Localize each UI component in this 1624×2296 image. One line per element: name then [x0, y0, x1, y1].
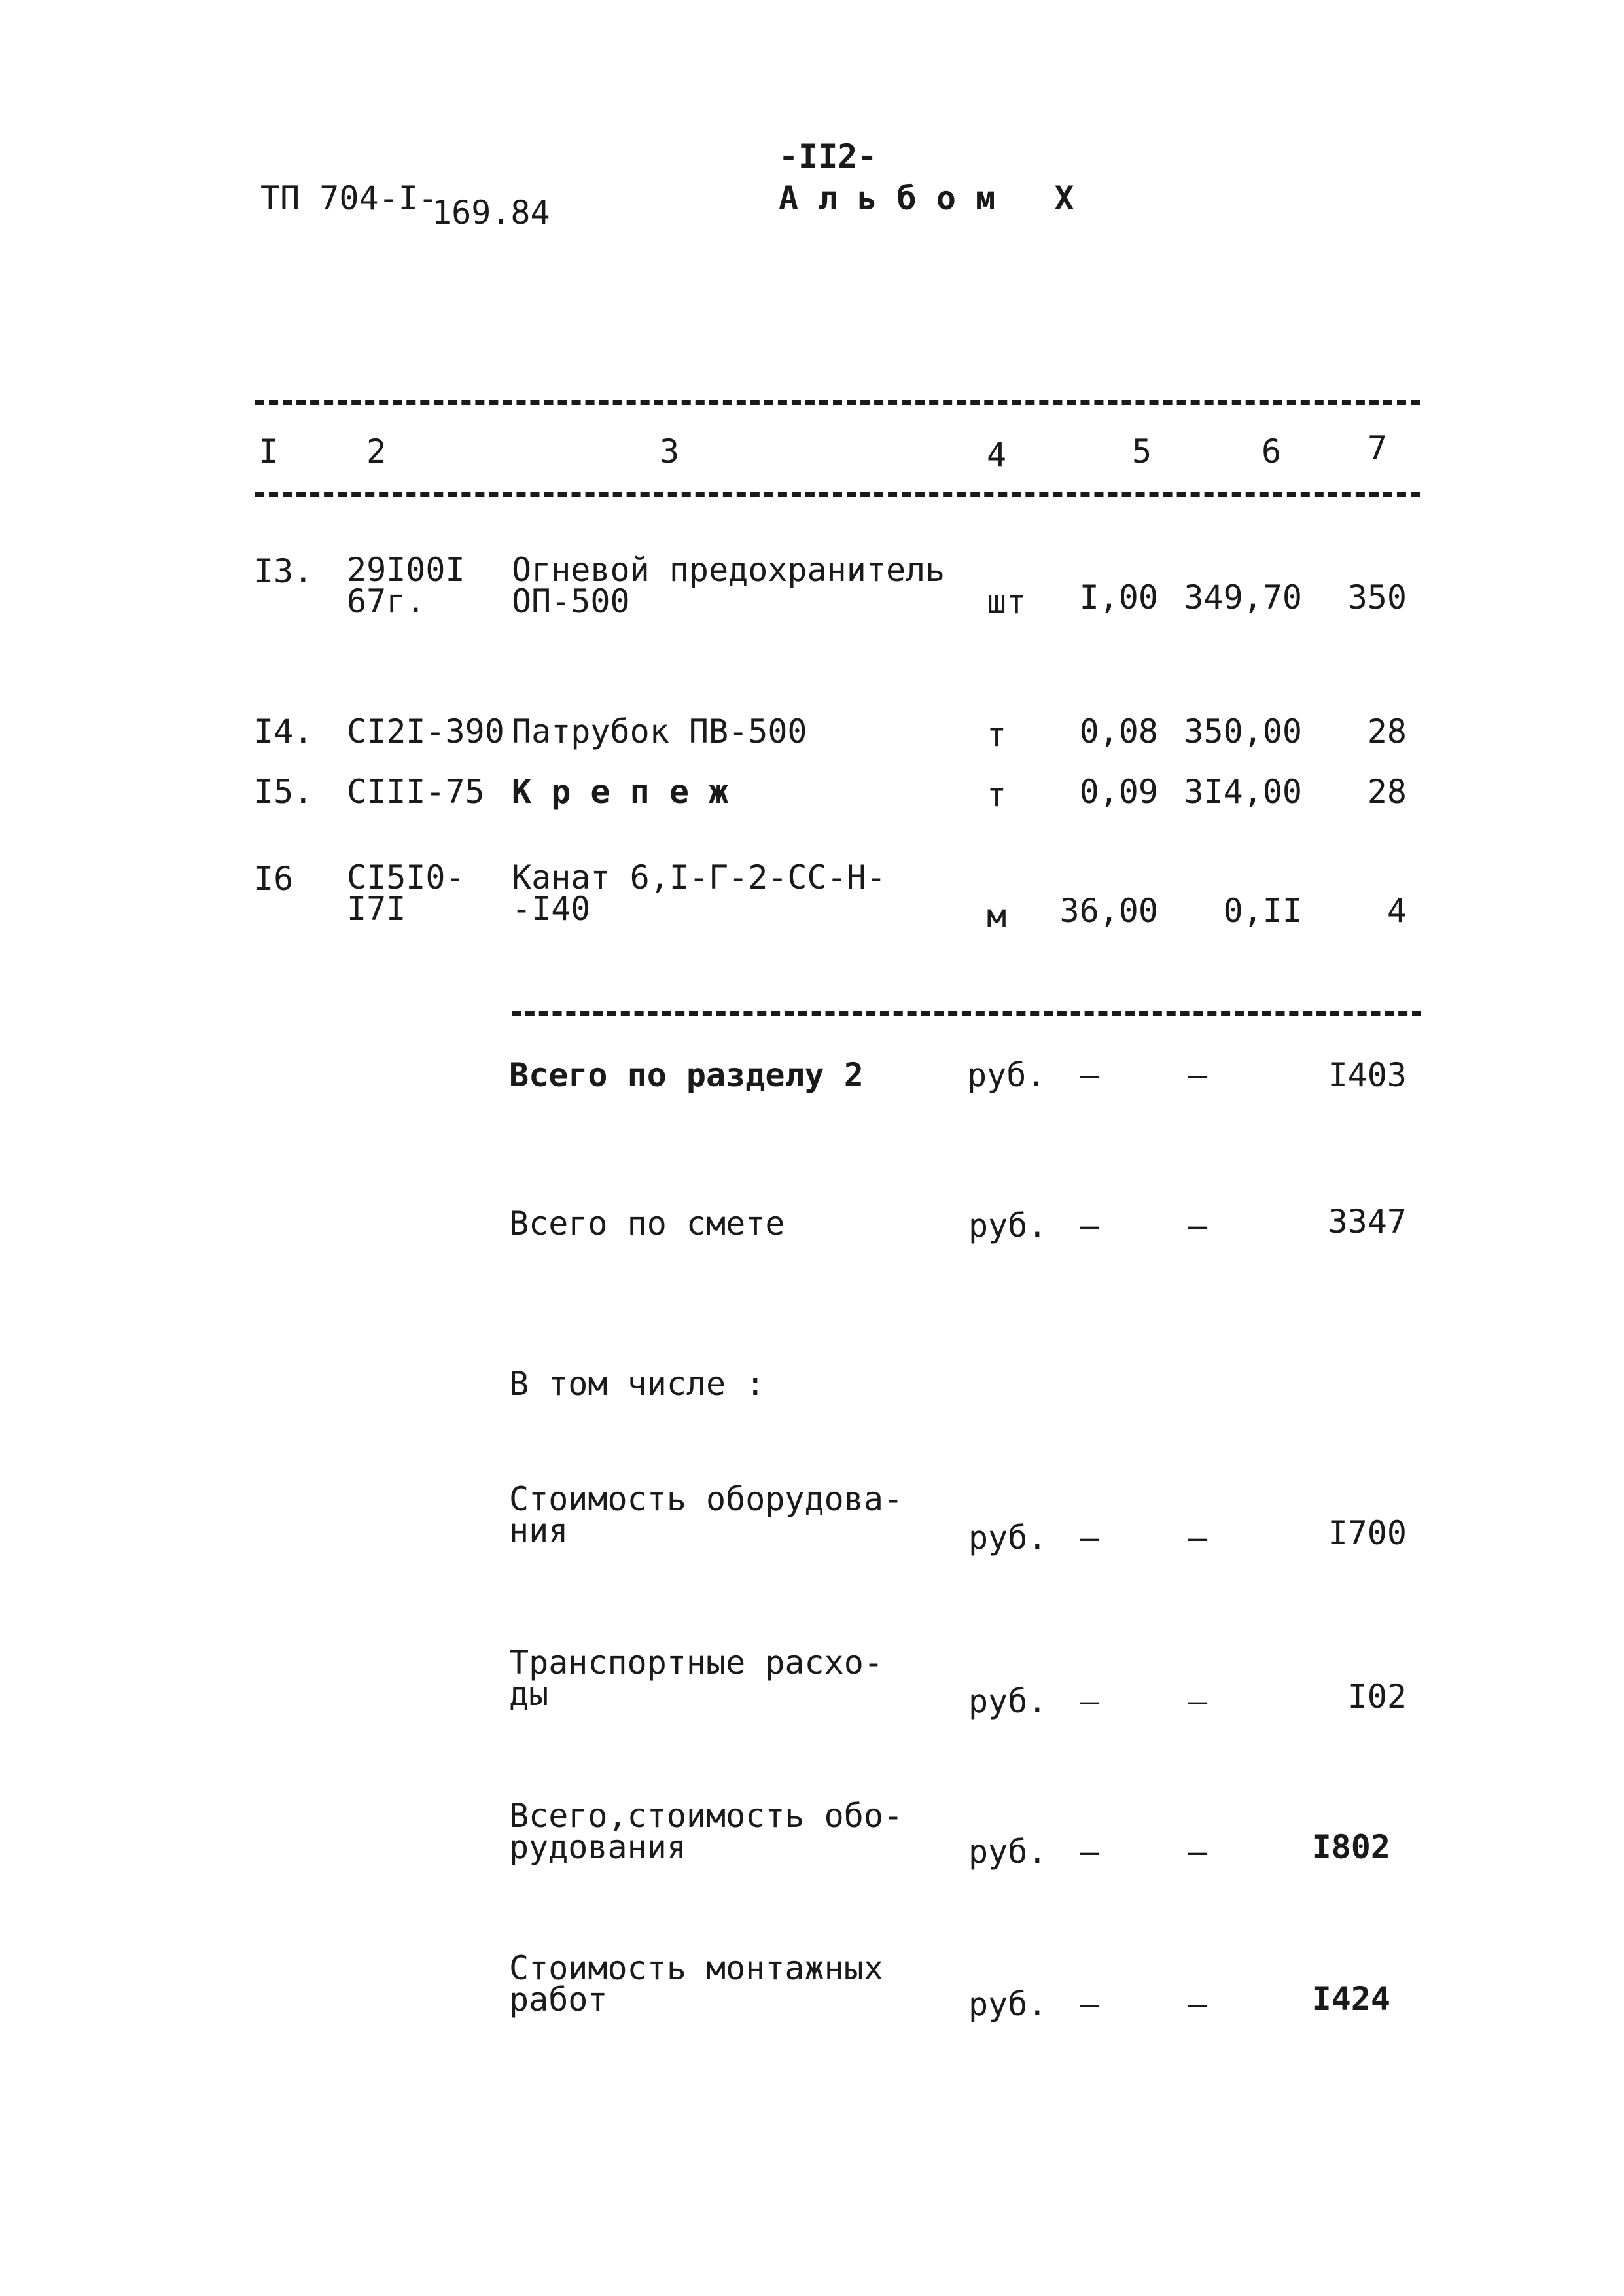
row-number: I6: [254, 860, 294, 898]
document-code: ТП 704-I-: [260, 179, 438, 217]
summary-unit: руб.: [968, 1207, 1048, 1245]
summary-label: Транспортные расхо- ды: [509, 1644, 883, 1713]
summary-col5: –: [1080, 1519, 1100, 1557]
col-3-header: 3: [660, 433, 680, 470]
col-2-header: 2: [366, 433, 387, 470]
row-code: CI2I-390: [347, 713, 504, 751]
row-name: Огневой предохранитель ОП-500: [512, 551, 945, 620]
summary-unit: руб.: [968, 1682, 1048, 1720]
row-code: 29I00I 67г.: [347, 551, 465, 620]
row-total: 28: [1367, 713, 1407, 751]
summary-total: I02: [1347, 1678, 1407, 1716]
row-price: 350,00: [1184, 713, 1302, 751]
summary-col6: –: [1188, 1519, 1208, 1557]
row-quantity: 36,00: [1059, 892, 1158, 930]
summary-label: Стоимость оборудова- ния: [509, 1480, 904, 1549]
row-total: 28: [1367, 773, 1407, 811]
row-name: К р е п е ж: [512, 773, 729, 811]
header-bottom-rule: [255, 492, 1420, 497]
document-code-suffix: 169.84: [432, 194, 550, 232]
summary-col5: –: [1080, 1056, 1100, 1094]
summary-label: Всего по разделу 2: [509, 1056, 864, 1094]
summary-col6: –: [1188, 1207, 1208, 1245]
summary-col6: –: [1188, 1833, 1208, 1871]
row-number: I4.: [254, 713, 313, 751]
summary-col5: –: [1080, 1682, 1100, 1720]
including-heading: В том числе :: [509, 1365, 766, 1403]
row-name: Патрубок ПВ-500: [512, 713, 807, 751]
summary-unit: руб.: [968, 1833, 1048, 1871]
col-7-header: 7: [1368, 429, 1388, 467]
summary-label: Всего,стоимость обо- рудования: [509, 1797, 904, 1866]
row-price: 0,II: [1223, 892, 1302, 930]
col-5-header: 5: [1132, 433, 1152, 470]
summary-col5: –: [1080, 1833, 1100, 1871]
summary-unit: руб.: [968, 1985, 1048, 2023]
row-unit: т: [987, 776, 1007, 814]
row-number: I3.: [254, 552, 313, 590]
summary-unit: руб.: [968, 1519, 1048, 1557]
summary-total: I802: [1311, 1828, 1390, 1866]
section-total-rule: [512, 1011, 1421, 1016]
col-6-header: 6: [1262, 433, 1282, 470]
row-unit: м: [987, 897, 1007, 935]
row-quantity: 0,08: [1079, 713, 1158, 751]
row-code: CIII-75: [347, 773, 485, 811]
row-price: 349,70: [1184, 578, 1302, 616]
row-code: CI5I0- I7I: [347, 858, 465, 928]
summary-total: I700: [1328, 1514, 1407, 1552]
page-number: -II2-: [779, 137, 877, 175]
header-top-rule: [255, 400, 1420, 405]
summary-total: I403: [1328, 1056, 1407, 1094]
row-total: 350: [1347, 578, 1407, 616]
summary-unit: руб.: [967, 1056, 1046, 1094]
col-4-header: 4: [987, 436, 1007, 474]
row-total: 4: [1386, 892, 1407, 930]
summary-col6: –: [1188, 1056, 1208, 1094]
row-price: 3I4,00: [1184, 773, 1302, 811]
row-unit: т: [987, 716, 1007, 754]
summary-total: 3347: [1328, 1203, 1407, 1241]
row-quantity: 0,09: [1079, 773, 1158, 811]
row-unit: шт: [987, 583, 1027, 621]
summary-col6: –: [1188, 1985, 1208, 2023]
summary-col5: –: [1080, 1985, 1100, 2023]
row-name: Канат 6,I-Г-2-СС-Н- -I40: [512, 858, 886, 928]
row-quantity: I,00: [1079, 578, 1158, 616]
row-number: I5.: [254, 773, 313, 811]
summary-total: I424: [1311, 1980, 1390, 2018]
summary-col5: –: [1080, 1207, 1100, 1245]
summary-label: Стоимость монтажных работ: [509, 1949, 883, 2019]
summary-col6: –: [1188, 1682, 1208, 1720]
col-1-header: I: [258, 433, 279, 470]
album-title: А л ь б о м X: [779, 179, 1074, 217]
summary-label: Всего по смете: [509, 1205, 785, 1243]
